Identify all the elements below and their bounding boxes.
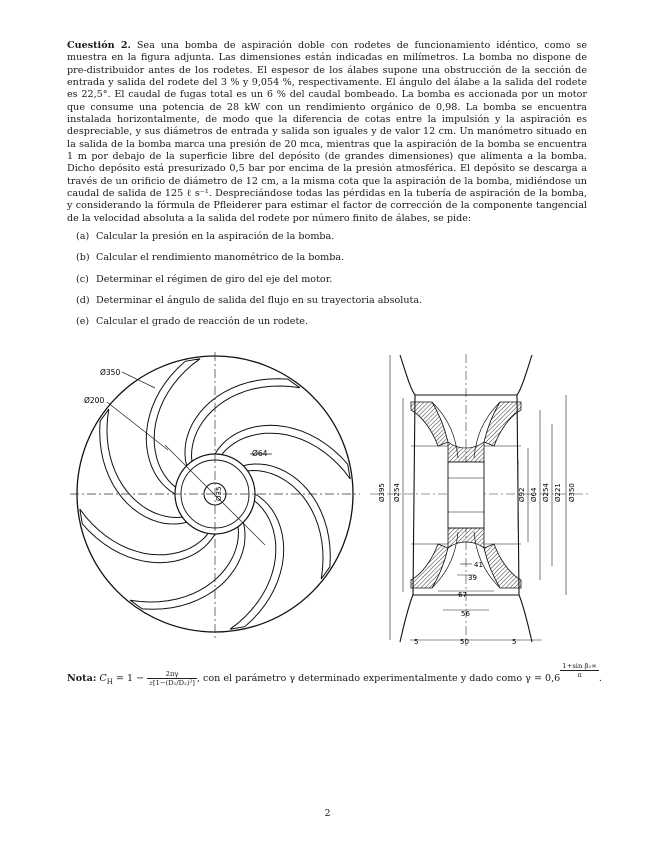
formula-lhs: C xyxy=(99,673,107,685)
item-label: (d) xyxy=(76,294,90,306)
problem-text: Sea una bomba de aspiración doble con rodetes de funcionamiento idéntico, como se muestra en la figura adjunta. Las dimensiones están indicadas en milímetros. La bomba no dispone de pre-distribuidor antes de los rodetes. El espesor de los álabes supone una obstrucción de la sección de entrada y salida del rodete del 3 % y 9,054 %, respectivamente. El ángulo del álabe a la salida del rodete es 22,5°. El caudal de fugas total es un 6 % del caudal bombeado. La bomba es accionada por un motor que consume una potencia de 28 kW con un rendimiento orgánico de 0,98. La bomba se encuentra instalada horizontalmente, de modo que la diferencia de cotas entre la impulsión y la aspiración es despreciable, y sus diámetros de entrada y salida son iguales y de valor 12 cm. Un manómetro situado en la salida de la bomba marca una presión de 20 mca, mientras que la aspiración de la bomba se encuentra 1 m por debajo de la superficie libre del depósito (de grandes dimensiones) que alimenta a la bomba. Dicho depósito está presurizado 0,5 bar por encima de la presión atmosférica. El depósito se descarga a través de un orificio de diámetro de 12 cm, a la misma cota que la aspiración de la bomba, midiéndose un caudal de salida de 125 ℓ s⁻¹. Despreciándose todas las pérdidas en la tubería de aspiración de la bomba, y considerando la fórmula de Pfleiderer para estimar el factor de corrección de la componente tangencial de la velocidad absoluta a la salida del rodete por número finito de álabes, se pide: xyxy=(67,40,587,224)
question-list xyxy=(76,231,586,337)
label-39: 39 xyxy=(468,574,477,582)
item-text: Determinar el régimen de giro del eje del motor. xyxy=(96,273,333,285)
shaft-bore xyxy=(448,462,484,528)
denominator-z: z xyxy=(149,679,153,688)
impeller-front-view xyxy=(70,352,360,640)
list-item xyxy=(76,252,586,273)
label-d395: Ø395 xyxy=(378,483,386,502)
label-d35: Ø35 xyxy=(215,486,223,501)
gamma-numerator: 1+sin β₂∞ xyxy=(562,662,597,670)
label-d254-left: Ø254 xyxy=(393,483,401,502)
list-item xyxy=(76,274,586,295)
label-56: 56 xyxy=(461,610,470,618)
list-item xyxy=(76,316,586,337)
top-left-shroud xyxy=(411,402,448,446)
item-label: (c) xyxy=(76,273,89,285)
pump-figure xyxy=(60,350,600,650)
item-label: (a) xyxy=(76,231,90,242)
label-d200: Ø200 xyxy=(84,396,105,405)
note-label: Nota: xyxy=(67,673,97,685)
item-text: Calcular la presión en la aspiración de la bomba. xyxy=(96,231,335,242)
label-50: 50 xyxy=(460,638,469,646)
label-67: 67 xyxy=(458,591,467,599)
bottom-right-shroud xyxy=(484,544,521,588)
label-d254-right: Ø254 xyxy=(542,483,550,502)
label-d350-right: Ø350 xyxy=(568,483,576,502)
item-text: Determinar el ángulo de salida del flujo en su trayectoria absoluta. xyxy=(96,294,423,306)
item-label: (e) xyxy=(76,316,90,328)
gamma-denominator: π xyxy=(577,671,582,679)
label-5-right: 5 xyxy=(512,638,517,646)
label-d350: Ø350 xyxy=(100,368,121,377)
label-d221: Ø221 xyxy=(554,483,562,502)
item-text: Calcular el grado de reacción de un rodete. xyxy=(96,316,309,328)
left-shroud-outline xyxy=(400,355,415,642)
formula-middle-text: , con el parámetro γ determinado experimentalmente y dado como γ = 0,6 xyxy=(196,673,561,685)
item-label: (b) xyxy=(76,252,90,264)
page-number: 2 xyxy=(324,808,331,819)
note-formula xyxy=(67,662,602,689)
label-d92: Ø92 xyxy=(518,487,526,502)
formula-fraction xyxy=(147,670,197,687)
list-item xyxy=(76,295,586,316)
bottom-left-shroud xyxy=(411,544,448,588)
formula-end: . xyxy=(598,673,602,685)
label-5-left: 5 xyxy=(414,638,419,646)
problem-statement xyxy=(67,40,587,225)
formula-lhs-sub: H xyxy=(106,678,113,687)
fraction-numerator: 2πγ xyxy=(147,670,197,679)
gamma-fraction xyxy=(560,662,599,679)
label-41: 41 xyxy=(474,561,483,569)
impeller-section-view xyxy=(370,354,590,646)
fraction-denominator: z[1−(D₁/D₂)²] xyxy=(149,679,195,688)
denominator-rest: 1−(D₁/D₂)² xyxy=(155,679,193,688)
label-d64-right: Ø64 xyxy=(530,487,538,502)
item-text: Calcular el rendimiento manométrico de la bomba. xyxy=(96,252,345,264)
top-right-shroud xyxy=(484,402,521,446)
problem-label: Cuestión 2. xyxy=(67,40,131,51)
list-item xyxy=(76,231,586,252)
label-d64: Ø64 xyxy=(252,449,268,458)
formula-eq: = 1 − xyxy=(112,673,148,685)
